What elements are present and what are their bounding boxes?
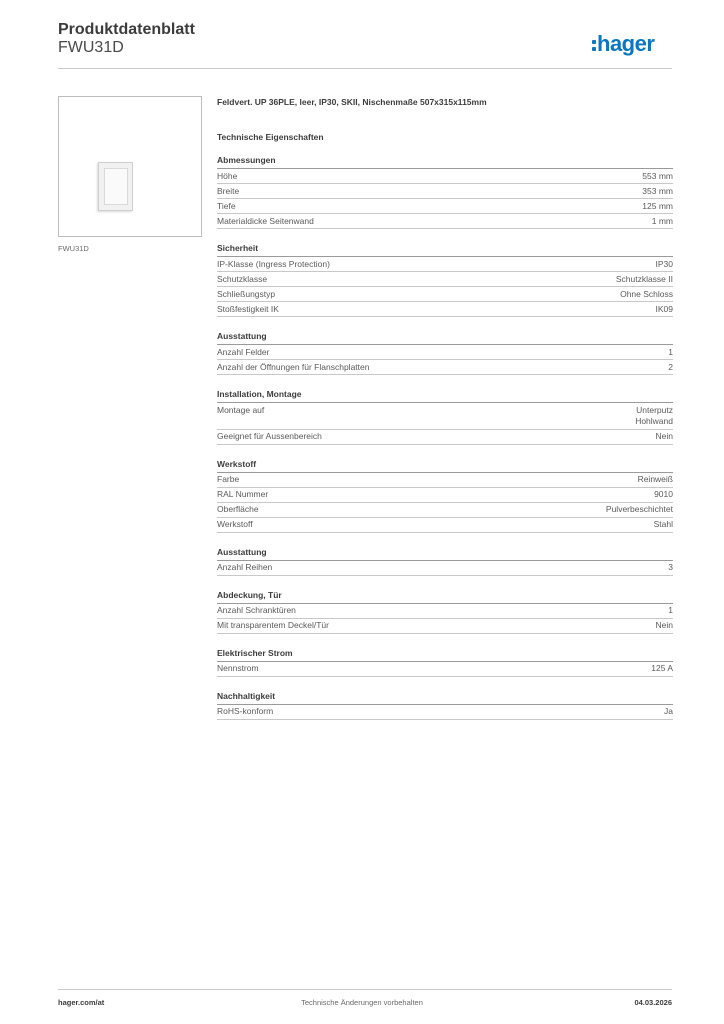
spec-value-line: 125 A <box>651 663 673 673</box>
spec-value-line: Schutzklasse II <box>615 273 673 284</box>
spec-row <box>217 360 673 375</box>
spec-label: RoHS-konform <box>217 706 274 716</box>
spec-label: Breite <box>217 185 240 196</box>
section-title: Sicherheit <box>217 242 673 257</box>
spec-row <box>217 561 673 576</box>
product-image-caption: FWU31D <box>58 244 89 253</box>
spec-row <box>217 345 673 360</box>
spec-value-line: Nein <box>655 620 673 630</box>
spec-value-line: IK09 <box>655 303 673 314</box>
spec-label: Materialdicke Seitenwand <box>217 215 314 226</box>
section-title: Abdeckung, Tür <box>217 589 673 604</box>
spec-value <box>664 706 673 718</box>
hager-logo <box>592 29 654 59</box>
spec-value-line: 3 <box>668 562 673 572</box>
section-title: Installation, Montage <box>217 388 673 403</box>
spec-label: Montage auf <box>217 404 265 415</box>
spec-row <box>217 488 673 503</box>
spec-value-line: Unterputz <box>636 404 673 415</box>
spec-label: Schutzklasse <box>217 273 268 284</box>
section-title: Elektrischer Strom <box>217 647 673 662</box>
spec-row <box>217 662 673 677</box>
spec-value <box>635 405 673 428</box>
spec-section <box>217 242 673 317</box>
spec-value <box>654 489 673 501</box>
spec-row <box>217 619 673 634</box>
spec-label: Höhe <box>217 170 238 181</box>
product-image <box>98 162 133 211</box>
spec-section <box>217 647 673 677</box>
logo-colon-icon <box>592 40 596 51</box>
spec-value <box>656 620 673 632</box>
spec-value-line: Reinweiß <box>637 474 673 484</box>
header-divider <box>58 68 672 69</box>
spec-label: IP-Klasse (Ingress Protection) <box>217 258 330 269</box>
spec-label: Farbe <box>217 474 240 484</box>
spec-value <box>654 519 673 531</box>
product-code-subtitle: FWU31D <box>58 39 124 56</box>
spec-value-line: 125 mm <box>642 200 673 211</box>
spec-section <box>217 330 673 375</box>
footer-disclaimer: Technische Änderungen vorbehalten <box>301 998 423 1007</box>
spec-row <box>217 169 673 184</box>
spec-value <box>668 362 673 374</box>
spec-sections <box>217 154 673 720</box>
spec-row <box>217 403 673 430</box>
spec-value-line: Nein <box>655 431 673 441</box>
spec-value-line: 353 mm <box>642 185 673 196</box>
spec-value <box>638 474 673 486</box>
spec-value <box>606 504 673 516</box>
spec-value-line: 1 mm <box>651 215 673 226</box>
spec-label: Mit transparentem Deckel/Tür <box>217 620 329 630</box>
spec-value <box>642 186 673 198</box>
spec-value-line: 9010 <box>654 489 673 499</box>
spec-label: RAL Nummer <box>217 489 269 499</box>
spec-section <box>217 154 673 229</box>
spec-value-line: Ohne Schloss <box>620 288 673 299</box>
spec-section <box>217 546 673 576</box>
footer-divider <box>58 989 672 990</box>
spec-label: Anzahl Felder <box>217 346 270 357</box>
spec-value <box>642 201 673 213</box>
section-title: Werkstoff <box>217 458 673 473</box>
spec-value-line: Ja <box>664 706 673 716</box>
spec-value <box>656 304 674 316</box>
technical-properties-heading: Technische Eigenschaften <box>217 132 324 142</box>
spec-value <box>656 431 673 443</box>
spec-label: Nennstrom <box>217 663 259 673</box>
spec-row <box>217 214 673 229</box>
spec-value <box>652 216 673 228</box>
spec-value <box>656 259 674 271</box>
spec-label: Anzahl der Öffnungen für Flanschplatten <box>217 361 370 372</box>
spec-row <box>217 287 673 302</box>
spec-value <box>668 562 673 574</box>
spec-row <box>217 199 673 214</box>
spec-label: Anzahl Reihen <box>217 562 273 572</box>
spec-row <box>217 473 673 488</box>
spec-row <box>217 430 673 445</box>
spec-section <box>217 388 673 445</box>
spec-label: Schließungstyp <box>217 288 276 299</box>
spec-row <box>217 272 673 287</box>
spec-value-line: IP30 <box>655 258 673 269</box>
spec-value <box>668 347 673 359</box>
spec-label: Anzahl Schranktüren <box>217 605 296 615</box>
product-description: Feldvert. UP 36PLE, leer, IP30, SKII, Nischenmaße 507x315x115mm <box>217 97 487 107</box>
spec-section <box>217 458 673 533</box>
footer-date: 04.03.2026 <box>634 998 672 1007</box>
spec-value <box>642 171 673 183</box>
spec-label: Werkstoff <box>217 519 253 529</box>
spec-value-line: Hohlwand <box>635 416 673 426</box>
spec-label: Geeignet für Aussenbereich <box>217 431 322 441</box>
section-title: Nachhaltigkeit <box>217 690 673 705</box>
spec-row <box>217 604 673 619</box>
spec-section <box>217 690 673 720</box>
spec-value <box>651 663 673 675</box>
section-title: Ausstattung <box>217 546 673 561</box>
product-image-frame <box>58 96 202 237</box>
spec-label: Oberfläche <box>217 504 259 514</box>
spec-row <box>217 184 673 199</box>
spec-value-line: 2 <box>668 361 673 372</box>
logo-wordmark: hager <box>597 31 655 56</box>
footer-website: hager.com/at <box>58 998 105 1007</box>
section-title: Ausstattung <box>217 330 673 345</box>
spec-row <box>217 705 673 720</box>
section-title: Abmessungen <box>217 154 673 169</box>
spec-row <box>217 257 673 272</box>
spec-label: Tiefe <box>217 200 236 211</box>
spec-value <box>668 605 673 617</box>
spec-value <box>616 274 673 286</box>
spec-value <box>620 289 673 301</box>
spec-value-line: 1 <box>668 605 673 615</box>
spec-section <box>217 589 673 634</box>
document-title: Produktdatenblatt <box>58 21 195 38</box>
spec-row <box>217 302 673 317</box>
spec-value-line: Stahl <box>653 519 673 529</box>
product-specs <box>217 96 673 733</box>
spec-row <box>217 503 673 518</box>
spec-value-line: Pulverbeschichtet <box>605 504 673 514</box>
spec-value-line: 553 mm <box>642 170 673 181</box>
spec-value-line: 1 <box>668 346 673 357</box>
spec-label: Stoßfestigkeit IK <box>217 303 279 314</box>
spec-row <box>217 518 673 533</box>
